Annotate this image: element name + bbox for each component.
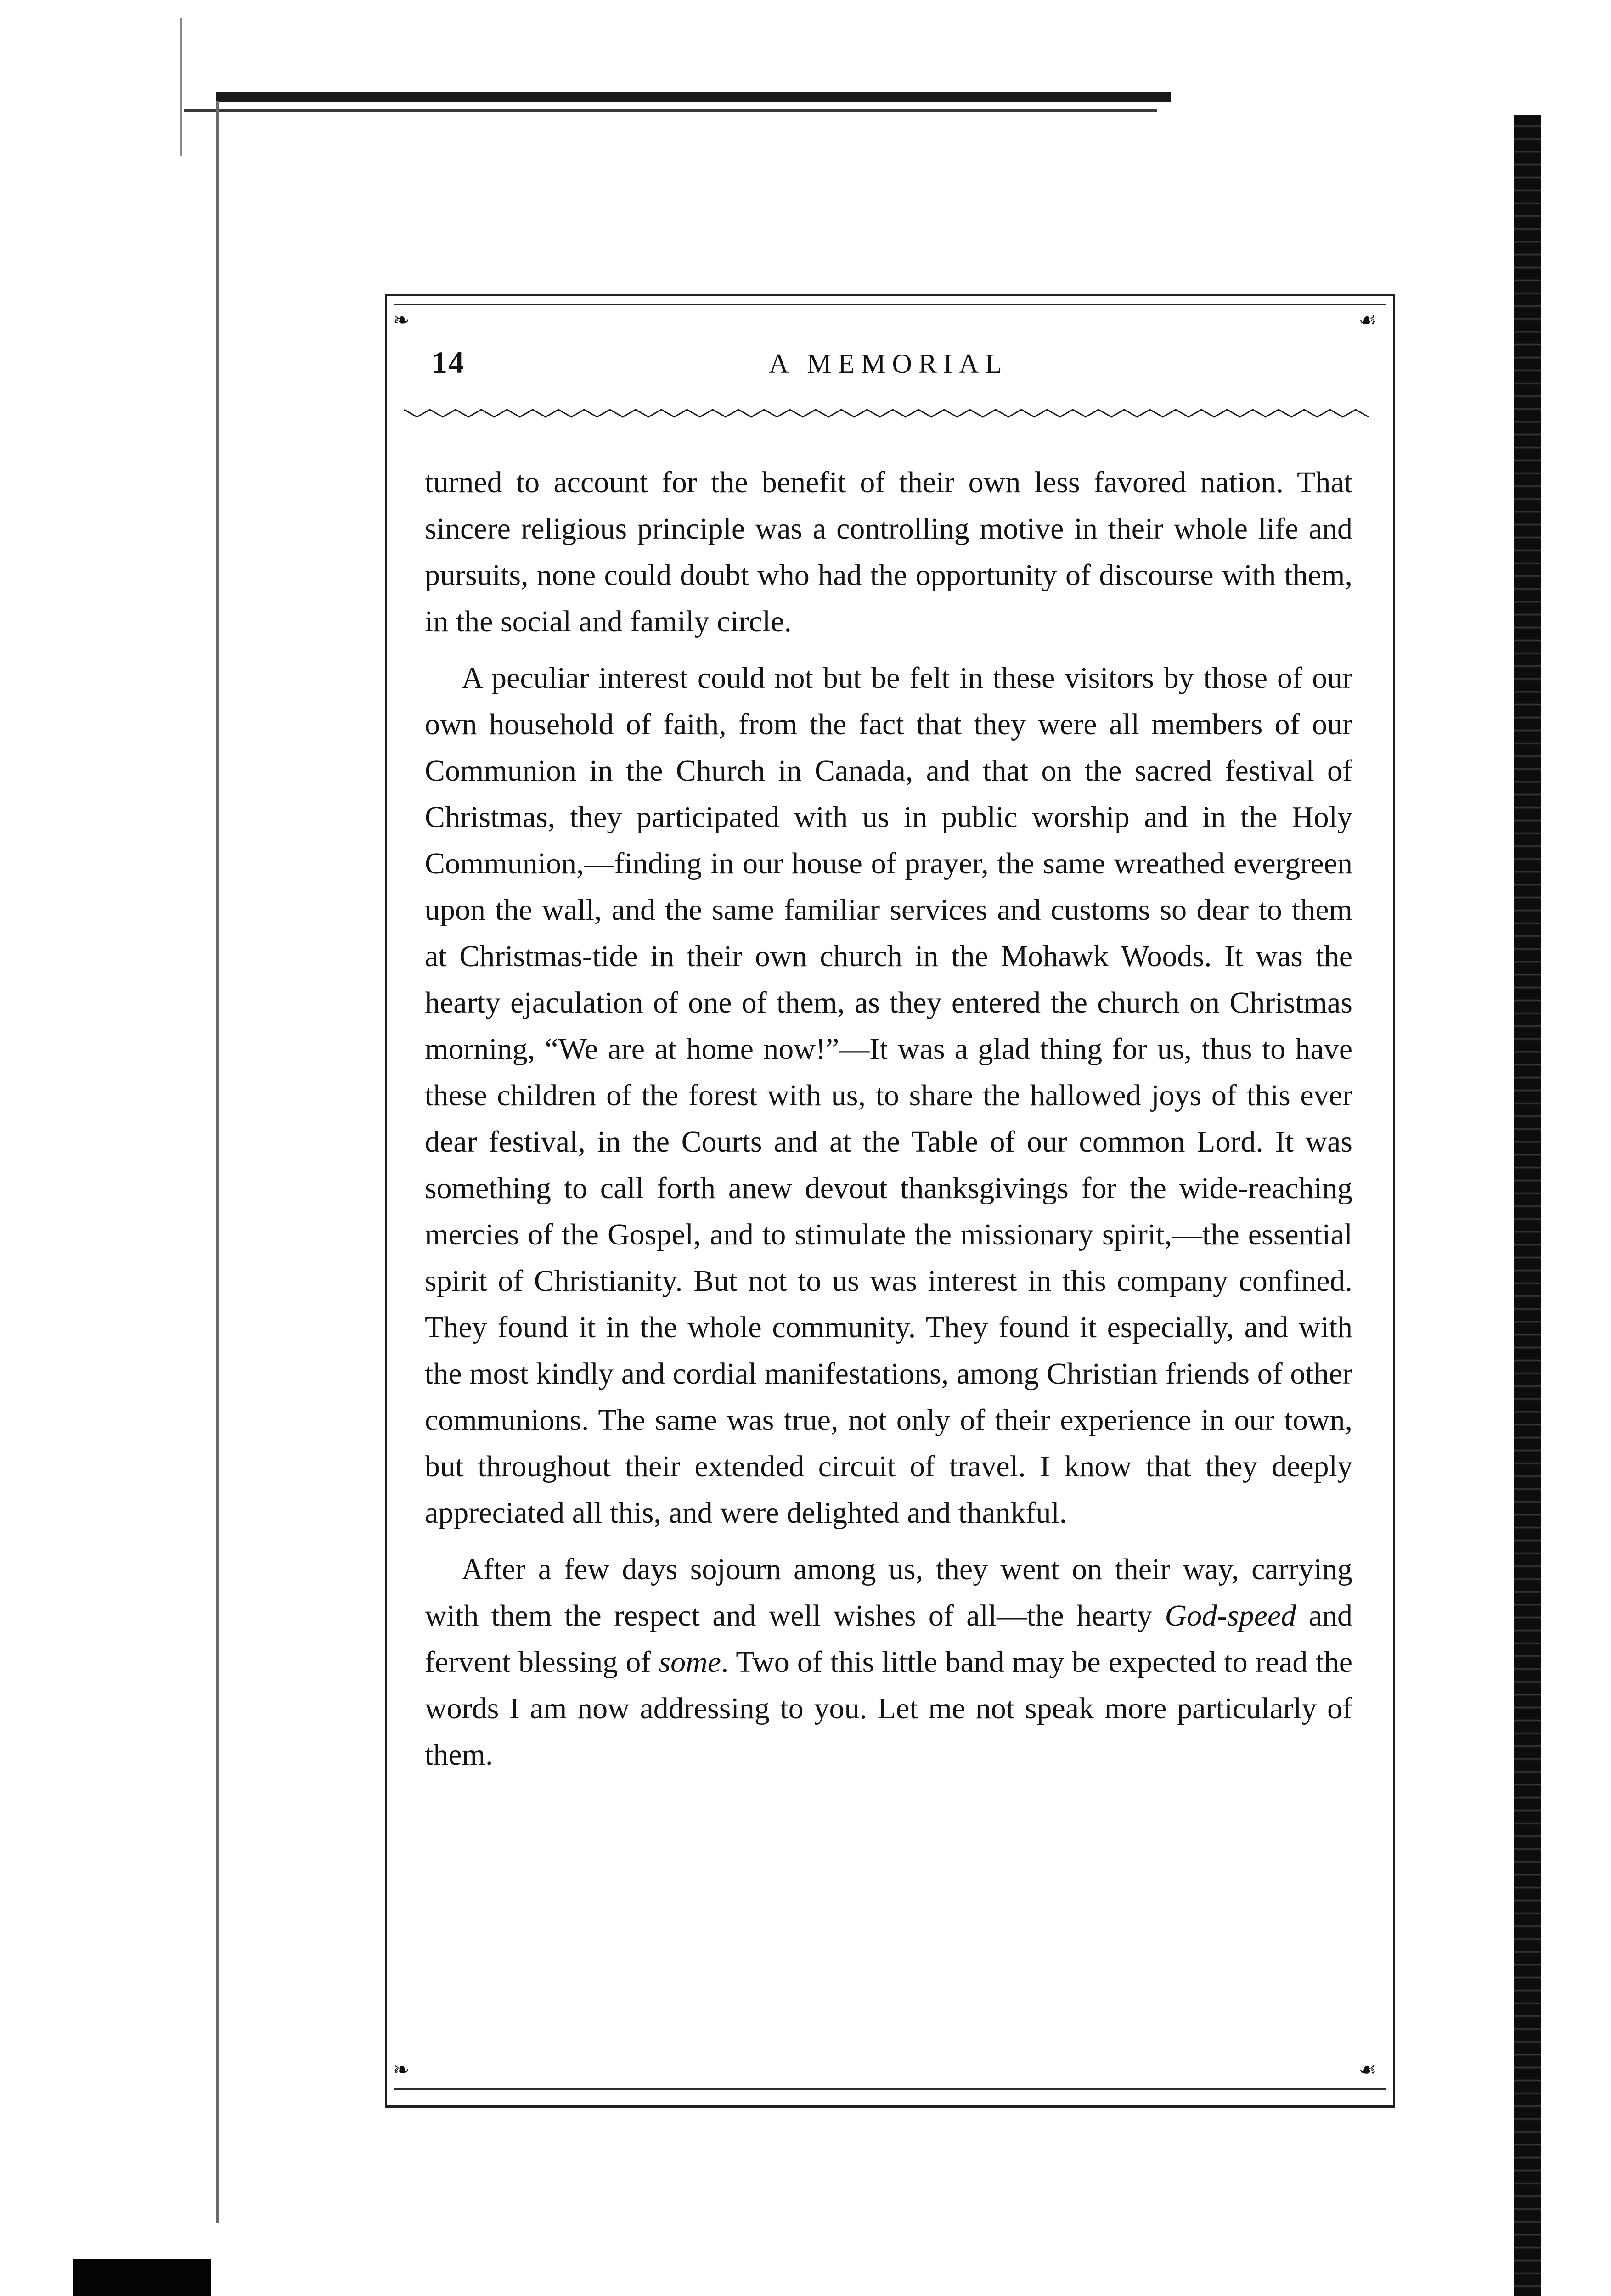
corner-ornament-icon: ❧: [393, 2058, 410, 2082]
page-border-inner-top: [394, 304, 1386, 305]
page-border-inner-bottom: [394, 2088, 1386, 2090]
paragraph: A peculiar interest could not but be felt in these visitors by those of our own household of faith, from the fact that they were all members of our Communion in the Church in Canada, and that on the sacred festival of Christmas, they participated with us in public worship and in the Holy Communion,—finding in our house of prayer, the same wreathed evergreen upon the wall, and the same familiar services and customs so dear to them at Christmas-tide in their own church in the Mohawk Woods. It was the hearty ejaculation of one of them, as they entered the church on Christmas morning, “We are at home now!”—It was a glad thing for us, thus to have these children of the forest with us, to share the hallowed joys of this ever dear festival, in the Courts and at the Table of our common Lord. It was something to call forth anew devout thanksgivings for the wide-reaching mercies of the Gospel, and to stimulate the missionary spirit,—the essential spirit of Christianity. But not to us was interest in this company confined. They found it in the whole community. They found it especially, and with the most kindly and cordial manifestations, among Christian friends of other communions. The same was true, not only of their experience in our town, but throughout their extended circuit of travel. I know that they deeply appreciated all this, and were delighted and thankful.: [425, 661, 1352, 1530]
scan-top-rule-thin: [184, 109, 1157, 112]
wavy-rule: [404, 404, 1369, 422]
scan-bottom-block: [73, 2259, 211, 2296]
scan-right-edge: [1514, 115, 1541, 2296]
body-text: [425, 459, 1352, 1778]
scan-binding-line: [216, 101, 219, 2223]
corner-ornament-icon: ❧: [393, 309, 410, 332]
text-segment: . Two of this little band may be expected to read the words I am now addressing to you. Let me not speak more particularly of them.: [425, 1645, 1352, 1772]
corner-ornament-icon: ☙: [1358, 309, 1377, 332]
paragraph: [425, 1546, 1352, 1778]
italic-phrase: God-speed: [1165, 1599, 1296, 1632]
text-segment: After a few days sojourn among us, they went on their way, carrying with them the respect and well wishes of all—the hearty: [425, 1553, 1352, 1632]
text-segment: and fervent blessing of: [425, 1599, 1353, 1679]
corner-ornament-icon: ☙: [1358, 2058, 1377, 2082]
page-number: 14: [432, 345, 465, 380]
paragraph: turned to account for the benefit of their own less favored nation. That sincere religious principle was a controlling motive in their whole life and pursuits, none could doubt who had the opportunity of discourse with them, in the social and family circle.: [425, 466, 1352, 638]
running-title: A MEMORIAL: [769, 349, 1008, 379]
scan-margin-line: [180, 18, 182, 156]
scan-top-rule: [216, 92, 1171, 102]
italic-word: some: [659, 1645, 721, 1679]
running-head: [427, 340, 1350, 386]
